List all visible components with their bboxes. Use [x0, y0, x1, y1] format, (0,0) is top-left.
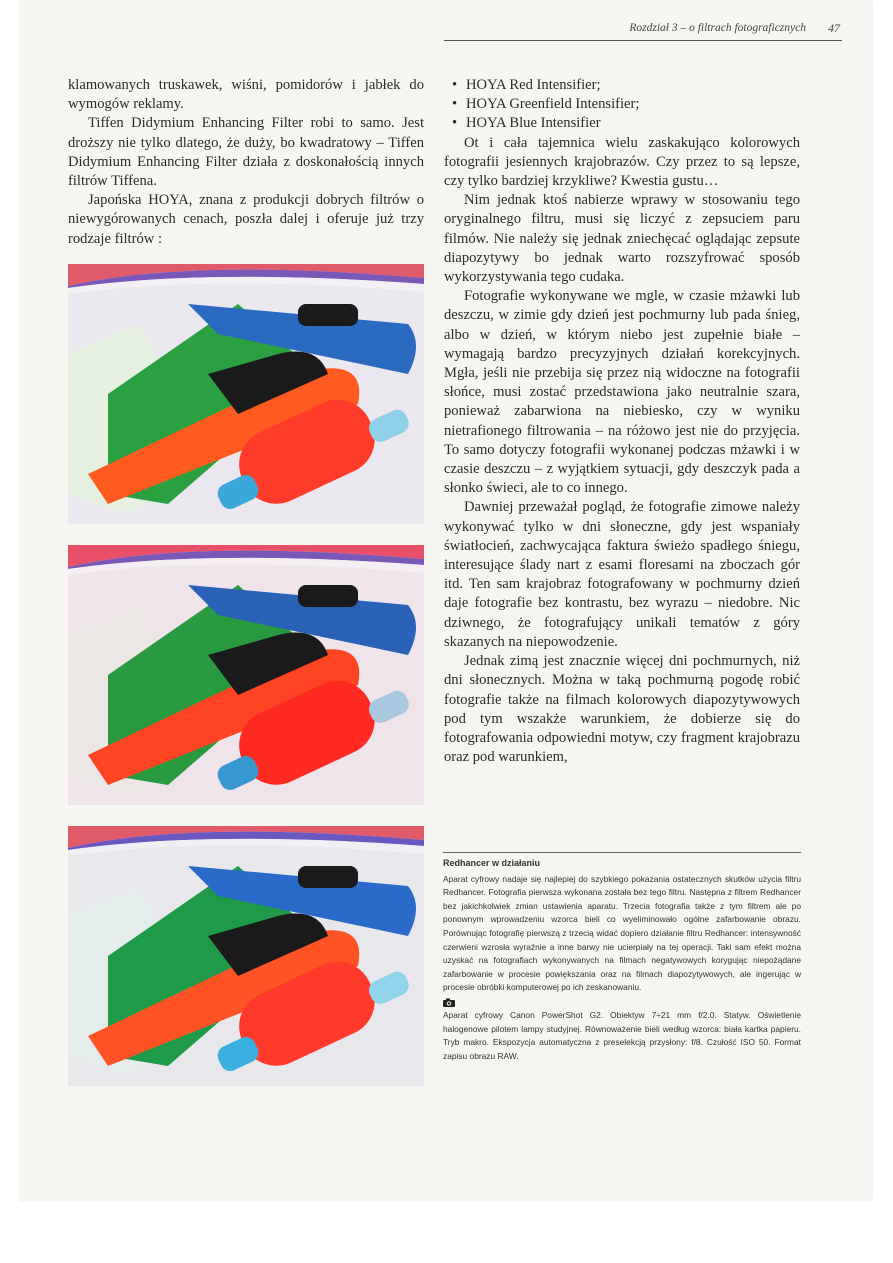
running-title: Rozdział 3 – o filtrach fotograficznych	[629, 22, 806, 34]
right-paragraph: Fotografie wykonywane we mgle, w czasie mżawki lub deszczu, w zimie gdy dzień jest pochmurny lub pada śnieg, albo w dzień, w którym niebo jest zupełnie białe – wymagają bardzo precyzyjnych działań korekcyjnych. Mgła, jeśli nie przebija się przez nią widoczne na fotografii słońce, musi zostać przedstawiona jako neutralnie szara, ponieważ zabarwiona na niebiesko, czy w wyniku nietrafionego filtrowania – na różowo jest nie do przyjęcia. To samo dotyczy fotografii wykonanej podczas mżawki i w czasie deszczu – z wyjątkiem sytuacji, gdy deszczyk pada a słonko świeci, ale to co innego.	[444, 288, 800, 497]
filter-list	[444, 76, 800, 134]
page-number: 47	[828, 21, 840, 35]
photo-with-filter	[68, 545, 424, 805]
right-column	[444, 76, 800, 767]
running-header	[444, 20, 842, 41]
photo-illustration	[68, 264, 424, 524]
photo-illustration	[68, 826, 424, 1086]
right-paragraph: Dawniej przeważał pogląd, że fotografie zimowe należy wykonywać tylko w dni słoneczne, gdy jest wspaniały światłocień, zachwycająca faktura świeżo spadłego śniegu, interesujące ślady nart z esami floresami na zboczach gór itd. Ten sam krajobraz fotografowany w pochmurny dzień daje fotografie bez kontrastu, bez wyrazu – niedobre. Nic dziwnego, że fotografujący unikali tematów z góry skazanych na niepowodzenie.	[444, 499, 800, 650]
left-paragraph: Tiffen Didymium Enhancing Filter robi to samo. Jest droższy nie tylko dlatego, że duży, bo kwadratowy – Tiffen Didymium Enhancing Filter działa z doskonałością innych filtrów Tiffena.	[68, 115, 424, 190]
list-item: • HOYA Blue Intensifier	[444, 114, 800, 133]
left-column	[68, 76, 424, 249]
right-paragraph: Ot i cała tajemnica wielu zaskakująco kolorowych fotografii jesiennych krajobrazów. Czy przez to są lepsze, czy tylko bardziej krzykliwe? Kwestia gustu…	[444, 134, 800, 190]
sidebar-title: Redhancer w działaniu	[443, 858, 541, 868]
camera-icon	[443, 998, 455, 1007]
photo-illustration	[68, 545, 424, 805]
sidebar-box	[443, 852, 801, 1063]
photo-with-filter-white-balance	[68, 826, 424, 1086]
right-paragraph: Nim jednak ktoś nabierze wprawy w stosowaniu tego oryginalnego filtru, musi się liczyć z zepsuciem paru filmów. Nie należy się jednak zniechęcać oglądając zepsute diapozytywy bo jednak warto rozszyfrować sposób wykorzystywania tego cudaka.	[444, 192, 800, 286]
sidebar-body: Aparat cyfrowy nadaje się najlepiej do szybkiego pokazania ostatecznych skutków użycia filtru Redhancer. Fotografia pierwsza wykonana została bez tego filtru. Następna z filtrem Redhancer bez jakichkolwiek zmian ustawienia aparatu. Trzecia fotografia także z tym filtrem ale po ponownym wprowadzeniu wzorca bieli co wyeliminowało ogólne zafarbowanie obrazu. Porównując fotografię pierwszą z trzecią widać dopiero działanie filtru Redhancer: intensywność czerwieni wzrosła wyraźnie a inne barwy nie ucierpiały na tej operacji. Taki sam efekt można uzyskać na fotografiach wykonywanych na filmach negatywowych korygując niepożądane zafarbowanie w procesie powiększania oraz na filmach diapozytywowych, ale ingerując w procesie obróbki komputerowej po ich zeskanowaniu.	[443, 873, 801, 993]
photo-caption: Aparat cyfrowy Canon PowerShot G2. Obiektyw 7÷21 mm f/2.0. Statyw. Oświetlenie halogenowe pilotem lampy studyjnej. Równoważenie bieli według wzorca: biała kartka papieru. Tryb makro. Ekspozycja automatyczna z preselekcją przysłony: f/8. Czułość ISO 50. Format zapisu obrazu RAW.	[443, 1009, 801, 1061]
list-item: • HOYA Greenfield Intensifier;	[444, 95, 800, 114]
right-paragraph: Jednak zimą jest znacznie więcej dni pochmurnych, niż dni słonecznych. Można w taką pochmurną pogodę robić fotografie także na filmach kolorowych diapozytywowych pod tym wszakże warunkiem, że dobierze się do fotografowania odpowiedni motyw, czy fragment krajobrazu oraz pod warunkiem,	[444, 653, 800, 766]
list-item: • HOYA Red Intensifier;	[444, 76, 800, 95]
photo-without-filter	[68, 264, 424, 524]
left-paragraph: klamowanych truskawek, wiśni, pomidorów i jabłek do wymogów reklamy.	[68, 77, 424, 113]
left-paragraph: Japońska HOYA, znana z produkcji dobrych filtrów o niewygórowanych cenach, poszła dalej i oferuje już trzy rodzaje filtrów :	[68, 192, 424, 247]
